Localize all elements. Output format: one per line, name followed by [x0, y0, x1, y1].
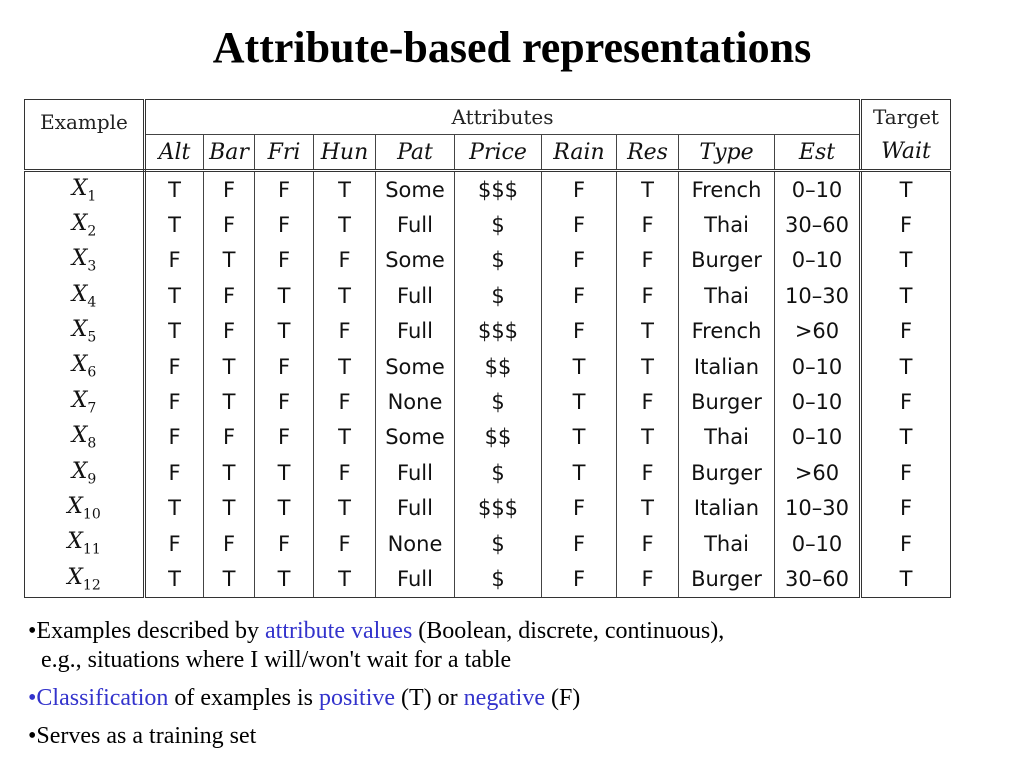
table-cell: T	[168, 496, 181, 521]
bullet-text: (T) or	[395, 685, 464, 711]
example-label	[25, 349, 145, 384]
attribute-column-header: Fri	[255, 135, 314, 171]
classification-highlight: •Classification	[28, 685, 169, 711]
example-letter: X	[71, 246, 88, 272]
table-cell: T	[542, 455, 617, 490]
table-cell: Full	[376, 207, 455, 242]
table-cell: >60	[775, 455, 861, 490]
table-cell: F	[168, 390, 181, 415]
table-row	[25, 278, 951, 313]
table-cell: F	[204, 314, 255, 349]
table-cell: $	[455, 243, 542, 278]
table-cell: T	[168, 213, 181, 238]
table-cell: $	[455, 207, 542, 242]
table-cell: T	[255, 278, 314, 313]
example-header: Example	[25, 100, 145, 171]
table-cell: $$	[455, 420, 542, 455]
table-row	[25, 207, 951, 242]
target-cell: T	[861, 420, 951, 455]
table-cell: $	[455, 561, 542, 597]
example-letter: X	[71, 387, 88, 413]
table-cell: F	[255, 349, 314, 384]
target-cell: T	[861, 171, 951, 208]
table-cell: F	[255, 207, 314, 242]
bullet-examples	[28, 617, 1008, 675]
bullet-list	[28, 617, 1008, 760]
example-label	[25, 561, 145, 597]
example-index: 7	[87, 400, 97, 417]
attribute-column-header: Bar	[204, 135, 255, 171]
table-cell: F	[617, 384, 679, 419]
target-column-header: Wait	[861, 135, 951, 171]
table-cell: T	[255, 561, 314, 597]
table-cell: T	[314, 349, 376, 384]
examples-table	[24, 99, 951, 598]
table-cell: F	[314, 384, 376, 419]
table-cell: T	[542, 349, 617, 384]
table-cell: F	[255, 526, 314, 561]
example-letter: X	[71, 423, 88, 449]
table-cell: Italian	[679, 349, 775, 384]
slide-title: Attribute-based representations	[212, 23, 812, 72]
table-row	[25, 455, 951, 490]
table-row	[25, 561, 951, 597]
table-cell: F	[617, 278, 679, 313]
table-cell: $$$	[455, 314, 542, 349]
target-cell: T	[861, 278, 951, 313]
example-index: 2	[87, 223, 97, 240]
table-cell: Burger	[679, 455, 775, 490]
table-cell: Thai	[679, 207, 775, 242]
table-cell: F	[617, 207, 679, 242]
table-cell: 0–10	[775, 384, 861, 419]
example-label	[25, 491, 145, 526]
example-letter: X	[71, 458, 88, 484]
table-cell: 10–30	[775, 278, 861, 313]
table-cell: T	[314, 207, 376, 242]
example-index: 1	[87, 187, 97, 204]
table-cell: Thai	[679, 420, 775, 455]
attributes-header: Attributes	[145, 100, 861, 135]
table-cell: $$$	[455, 491, 542, 526]
table-cell: 10–30	[775, 491, 861, 526]
table-cell: 30–60	[775, 207, 861, 242]
table-cell: Burger	[679, 384, 775, 419]
attribute-column-header: Est	[775, 135, 861, 171]
table-cell: T	[314, 171, 376, 208]
table-cell: 0–10	[775, 526, 861, 561]
table-cell: F	[542, 171, 617, 208]
table-cell: T	[617, 349, 679, 384]
table-cell: 30–60	[775, 561, 861, 597]
example-index: 5	[87, 329, 97, 346]
table-cell: T	[314, 420, 376, 455]
table-cell: F	[255, 384, 314, 419]
table-cell: 0–10	[775, 243, 861, 278]
table-cell: French	[679, 171, 775, 208]
examples-table-container	[24, 99, 951, 598]
table-cell: 0–10	[775, 171, 861, 208]
table-cell: T	[168, 283, 181, 308]
table-cell: F	[204, 207, 255, 242]
table-cell: F	[255, 243, 314, 278]
target-header: Target	[861, 100, 951, 135]
table-cell: Some	[376, 349, 455, 384]
table-cell: None	[376, 526, 455, 561]
table-cell: F	[204, 420, 255, 455]
table-cell: F	[314, 526, 376, 561]
table-cell: French	[679, 314, 775, 349]
example-label	[25, 171, 145, 208]
example-index: 11	[82, 541, 101, 558]
table-cell: $	[455, 384, 542, 419]
table-cell: T	[204, 384, 255, 419]
bullet-text: (Boolean, discrete, continuous),	[412, 618, 725, 644]
table-cell: F	[168, 531, 181, 556]
target-cell: F	[861, 455, 951, 490]
table-row	[25, 384, 951, 419]
example-letter: X	[67, 494, 83, 520]
table-cell: F	[168, 460, 181, 485]
example-index: 9	[87, 471, 97, 488]
attribute-column-header: Hun	[314, 135, 376, 171]
target-cell: F	[861, 491, 951, 526]
table-cell: F	[255, 420, 314, 455]
table-cell: F	[542, 526, 617, 561]
example-index: 12	[82, 577, 101, 594]
attribute-column-header: Alt	[145, 135, 204, 171]
table-cell: Thai	[679, 526, 775, 561]
table-cell: F	[617, 243, 679, 278]
example-label	[25, 420, 145, 455]
table-cell: None	[376, 384, 455, 419]
table-cell: 0–10	[775, 420, 861, 455]
table-cell: $$$	[455, 171, 542, 208]
table-cell: F	[204, 171, 255, 208]
attribute-column-header: Price	[455, 135, 542, 171]
table-body	[25, 171, 951, 598]
target-cell: F	[861, 314, 951, 349]
table-cell: F	[204, 278, 255, 313]
table-cell: T	[617, 420, 679, 455]
table-row	[25, 349, 951, 384]
table-cell: T	[314, 278, 376, 313]
table-cell: F	[314, 243, 376, 278]
example-letter: X	[71, 352, 88, 378]
table-cell: Full	[376, 455, 455, 490]
bullet-text: (F)	[544, 685, 581, 711]
example-letter: X	[71, 210, 88, 236]
table-cell: T	[255, 314, 314, 349]
table-cell: T	[145, 561, 204, 597]
table-cell: F	[617, 561, 679, 597]
table-cell: F	[542, 243, 617, 278]
table-cell: T	[617, 171, 679, 208]
table-cell: F	[542, 314, 617, 349]
table-cell: T	[617, 491, 679, 526]
table-cell: F	[542, 207, 617, 242]
table-cell: T	[204, 561, 255, 597]
example-index: 4	[87, 294, 97, 311]
table-cell: F	[617, 455, 679, 490]
table-row	[25, 420, 951, 455]
table-cell: F	[314, 314, 376, 349]
table-cell: F	[542, 491, 617, 526]
table-cell: $	[455, 455, 542, 490]
table-cell: T	[255, 455, 314, 490]
attribute-column-header: Type	[679, 135, 775, 171]
bullet-training-set: •Serves as a training set	[28, 723, 257, 749]
table-cell: Burger	[679, 561, 775, 597]
table-cell: F	[168, 425, 181, 450]
table-cell: Thai	[679, 278, 775, 313]
table-cell: 0–10	[775, 349, 861, 384]
table-cell: Some	[376, 420, 455, 455]
table-cell: Full	[376, 278, 455, 313]
table-cell: F	[255, 171, 314, 208]
example-letter: X	[67, 529, 83, 555]
bullet-text: of examples is	[168, 685, 320, 711]
negative-highlight: negative	[463, 685, 545, 711]
target-cell: T	[861, 349, 951, 384]
table-cell: >60	[775, 314, 861, 349]
table-cell: F	[314, 455, 376, 490]
example-label	[25, 278, 145, 313]
example-label	[25, 526, 145, 561]
attribute-column-header: Rain	[542, 135, 617, 171]
table-cell: Full	[376, 491, 455, 526]
table-row	[25, 314, 951, 349]
table-cell: T	[204, 491, 255, 526]
example-letter: X	[71, 317, 88, 343]
table-header-row-top	[25, 100, 951, 135]
example-index: 6	[87, 364, 97, 381]
bullet-text-line2: e.g., situations where I will/won't wait for a table	[41, 647, 512, 673]
table-cell: F	[204, 526, 255, 561]
table-cell: Burger	[679, 243, 775, 278]
table-cell: T	[204, 243, 255, 278]
table-cell: T	[255, 491, 314, 526]
table-row	[25, 491, 951, 526]
example-index: 3	[87, 258, 97, 275]
target-cell: T	[861, 561, 951, 597]
table-cell: Some	[376, 243, 455, 278]
example-letter: X	[71, 281, 88, 307]
example-index: 8	[87, 435, 97, 452]
attribute-column-header: Res	[617, 135, 679, 171]
attribute-values-highlight: attribute values	[265, 618, 413, 644]
target-cell: F	[861, 384, 951, 419]
table-cell: F	[617, 526, 679, 561]
table-cell: T	[314, 561, 376, 597]
example-label	[25, 243, 145, 278]
table-cell: T	[617, 314, 679, 349]
table-cell: $	[455, 278, 542, 313]
table-cell: Italian	[679, 491, 775, 526]
table-cell: T	[542, 420, 617, 455]
table-cell: F	[542, 278, 617, 313]
example-letter: X	[67, 564, 83, 590]
target-cell: F	[861, 526, 951, 561]
table-cell: $	[455, 526, 542, 561]
bullet-classification	[28, 684, 1008, 713]
table-cell: Some	[376, 171, 455, 208]
table-cell: T	[204, 349, 255, 384]
bullet-text: •Examples described by	[28, 618, 265, 644]
example-label	[25, 455, 145, 490]
table-cell: T	[168, 319, 181, 344]
table-cell: F	[542, 561, 617, 597]
table-cell: F	[168, 248, 181, 273]
positive-highlight: positive	[319, 685, 396, 711]
example-label	[25, 314, 145, 349]
table-cell: F	[168, 354, 181, 379]
example-index: 10	[82, 506, 101, 523]
target-cell: T	[861, 243, 951, 278]
table-cell: T	[168, 177, 181, 202]
target-cell: F	[861, 207, 951, 242]
table-row	[25, 526, 951, 561]
example-letter: X	[71, 175, 88, 201]
table-row	[25, 243, 951, 278]
table-cell: T	[204, 455, 255, 490]
table-row	[25, 171, 951, 208]
attribute-column-header: Pat	[376, 135, 455, 171]
example-label	[25, 384, 145, 419]
table-header-row-attributes	[25, 135, 951, 171]
table-cell: T	[314, 491, 376, 526]
example-label	[25, 207, 145, 242]
table-cell: Full	[376, 314, 455, 349]
table-cell: T	[542, 384, 617, 419]
table-cell: Full	[376, 561, 455, 597]
table-cell: $$	[455, 349, 542, 384]
